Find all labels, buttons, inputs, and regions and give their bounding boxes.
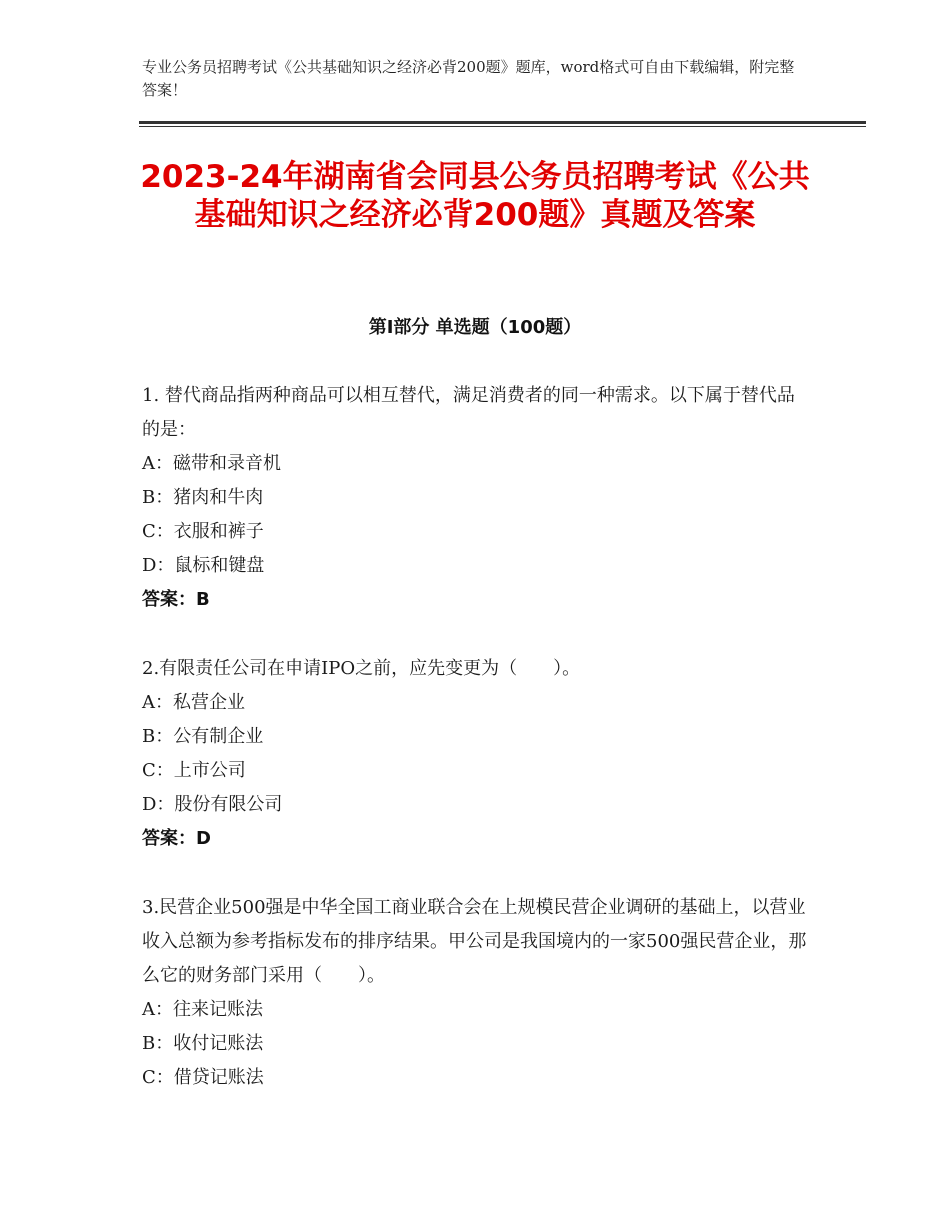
option-a: A：往来记账法 [142,999,263,1020]
section-heading: 第Ⅰ部分 单选题（100题） [368,317,582,338]
option-a: A：磁带和录音机 [142,453,281,474]
header-rule-thin [139,126,866,127]
option-b: B：公有制企业 [142,726,264,747]
question-2 [142,652,810,856]
option-d: D：股份有限公司 [142,794,283,815]
option-d: D：鼠标和键盘 [142,555,265,576]
question-stem: 1. 替代商品指两种商品可以相互替代，满足消费者的同一种需求。以下属于替代品的是： [142,385,795,440]
option-b: B：猪肉和牛肉 [142,487,264,508]
option-a: A：私营企业 [142,692,245,713]
answer: 答案：B [142,589,210,610]
option-b: B：收付记账法 [142,1033,264,1054]
question-stem: 2.有限责任公司在申请IPO之前，应先变更为（ ）。 [142,658,581,679]
option-c: C：上市公司 [142,760,246,781]
option-c: C：借贷记账法 [142,1067,264,1088]
header-rule-thick [139,121,866,124]
header-note: 专业公务员招聘考试《公共基础知识之经济必背200题》题库，word格式可自由下载编辑，附完整答案！ [142,58,795,99]
question-3 [142,891,810,1095]
option-c: C：衣服和裤子 [142,521,264,542]
question-1 [142,379,810,617]
document-title: 2023-24年湖南省会同县公务员招聘考试《公共基础知识之经济必背200题》真题及答案 [140,159,810,233]
answer: 答案：D [142,828,211,849]
question-stem: 3.民营企业500强是中华全国工商业联合会在上规模民营企业调研的基础上，以营业收入总额为参考指标发布的排序结果。甲公司是我国境内的一家500强民营企业，那么它的财务部门采用（ ）。 [142,897,807,986]
